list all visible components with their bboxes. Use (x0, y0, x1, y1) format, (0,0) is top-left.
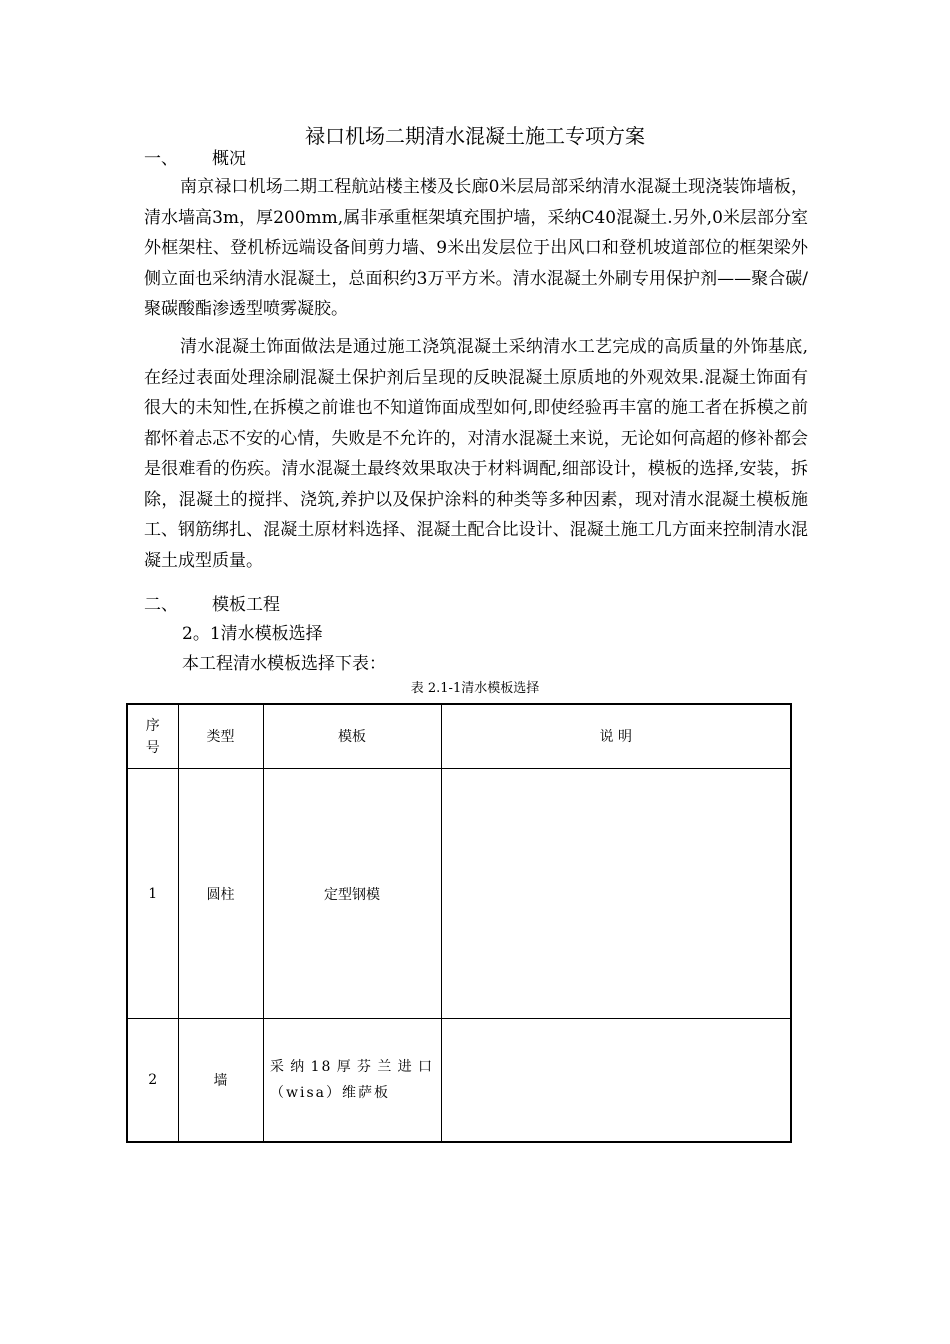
header-template: 模板 (263, 704, 441, 769)
header-type: 类型 (178, 704, 263, 769)
section-title: 模板工程 (212, 595, 280, 615)
section-number: 二、 (144, 595, 178, 615)
subsection-heading: 2。1清水模板选择 (182, 624, 323, 644)
cell-type: 墙 (178, 1019, 263, 1143)
section-heading-overview (144, 146, 246, 172)
cell-type: 圆柱 (178, 769, 263, 1019)
table-header-row (127, 704, 791, 769)
header-index: 序号 (127, 704, 178, 769)
document-title: 禄口机场二期清水混凝土施工专项方案 (305, 124, 645, 148)
formwork-table (126, 703, 792, 1143)
section-title: 概况 (212, 149, 246, 169)
overview-paragraph-1: 南京禄口机场二期工程航站楼主楼及长廊0米层局部采纳清水混凝土现浇装饰墙板，清水墙高3m，厚200mm,属非承重框架填充围护墙，采纳C40混凝土.另外,0米层部分室外框架柱、登机桥远端设备间剪力墙、9米出发层位于出风口和登机坡道部位的框架梁外侧立面也采纳清水混凝土，总面积约3万平方米。清水混凝土外刷专用保护剂——聚合碳/聚碳酸酯渗透型喷雾凝胶。 (144, 177, 808, 319)
header-note: 说 明 (441, 704, 791, 769)
cell-note (441, 1019, 791, 1143)
table-intro-text: 本工程清水模板选择下表： (182, 654, 386, 674)
cell-note (441, 769, 791, 1019)
section-heading-formwork (144, 592, 280, 618)
cell-index: 1 (127, 769, 178, 1019)
cell-template: 定型钢模 (263, 769, 441, 1019)
overview-paragraph-2: 清水混凝土饰面做法是通过施工浇筑混凝土采纳清水工艺完成的高质量的外饰基底,在经过表面处理涂刷混凝土保护剂后呈现的反映混凝土原质地的外观效果.混凝土饰面有很大的未知性,在拆模之前谁也不知道饰面成型如何,即使经验再丰富的施工者在拆模之前都怀着忐忑不安的心情，失败是不允许的，对清水混凝土来说，无论如何高超的修补都会是很难看的伤疾。清水混凝土最终效果取决于材料调配,细部设计，模板的选择,安装，拆除，混凝土的搅拌、浇筑,养护以及保护涂料的种类等多种因素，现对清水混凝土模板施工、钢筋绑扎、混凝土原材料选择、混凝土配合比设计、混凝土施工几方面来控制清水混凝土成型质量。 (144, 337, 808, 571)
cell-template: 采纳18厚芬兰进口（wisa）维萨板 (263, 1019, 441, 1143)
table-row (127, 769, 791, 1019)
table-caption: 表 2.1-1清水模板选择 (410, 681, 540, 696)
section-number: 一、 (144, 149, 178, 169)
cell-index: 2 (127, 1019, 178, 1143)
table-row (127, 1019, 791, 1143)
